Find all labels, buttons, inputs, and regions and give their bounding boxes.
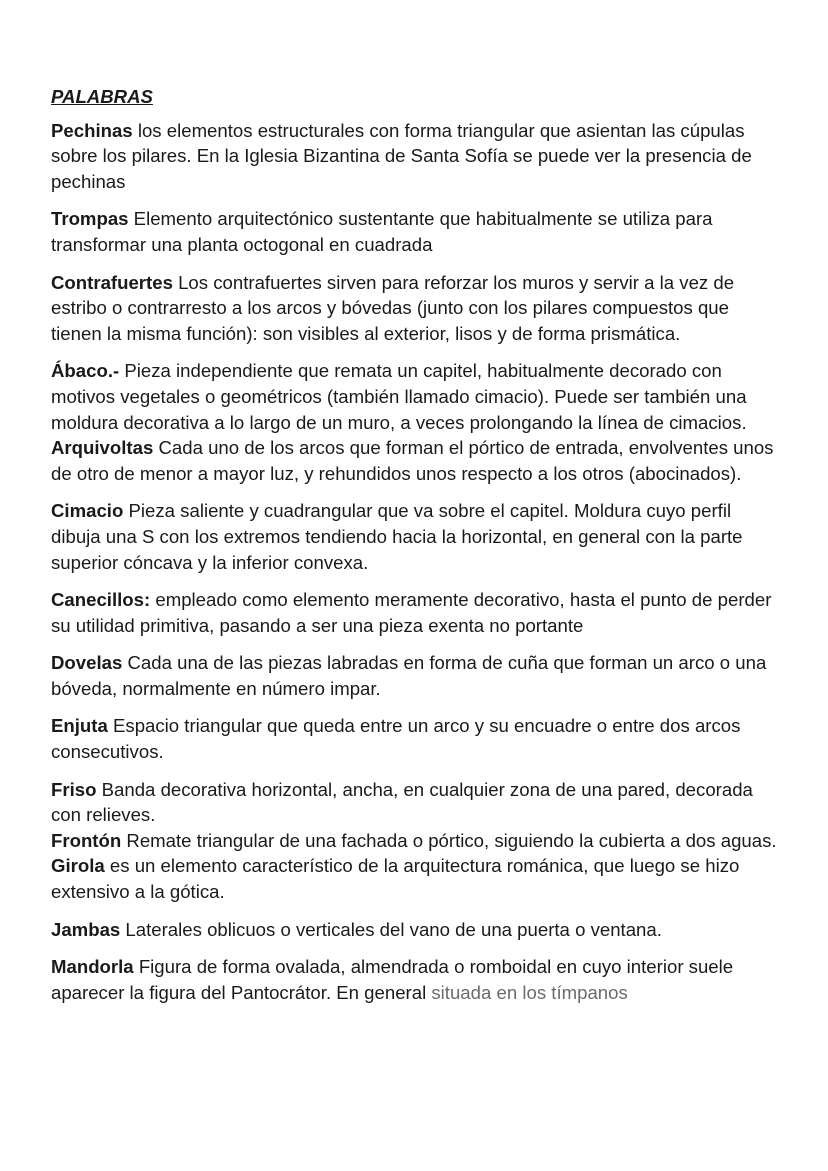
- entry-fronton: [51, 828, 781, 854]
- entry-text: los elementos estructurales con forma triangular que asientan las cúpulas sobre los pilares. En la Iglesia Bizantina de Santa Sofía se puede ver la presencia de pechinas: [51, 119, 752, 192]
- entry-term: Friso: [51, 778, 97, 800]
- entry-term: Ábaco.-: [51, 360, 120, 382]
- entry-text: es un elemento característico de la arquitectura románica, que luego se hizo extensivo a la gótica.: [51, 855, 740, 903]
- entry-canecillos: [51, 587, 781, 638]
- entry-enjuta: [51, 713, 781, 764]
- entry-term: Canecillos:: [51, 589, 151, 611]
- entry-trompas: [51, 206, 781, 257]
- entry-text: Elemento arquitectónico sustentante que habitualmente se utiliza para transformar una planta octogonal en cuadrada: [51, 208, 713, 255]
- entry-friso: [51, 777, 781, 828]
- entry-term: Arquivoltas: [51, 437, 154, 459]
- entry-text: Banda decorativa horizontal, ancha, en cualquier zona de una pared, decorada con relieves.: [51, 778, 753, 826]
- entry-mandorla: [51, 954, 781, 1005]
- entry-text: Pieza independiente que remata un capitel, habitualmente decorado con motivos vegetales o geométricos (también llamado cimacio). Puede ser también una moldura decorativa a lo largo de un muro, a veces prolongando la línea de cimacios.: [51, 360, 747, 433]
- entry-term: Cimacio: [51, 500, 124, 522]
- entry-text: Espacio triangular que queda entre un arco y su encuadre o entre dos arcos consecutivos.: [51, 715, 741, 763]
- entry-term: Enjuta: [51, 715, 108, 737]
- entry-text: Pieza saliente y cuadrangular que va sobre el capitel. Moldura cuyo perfil dibuja una S con los extremos tendiendo hacia la horizontal, en general con la parte superior cóncava y la inferior convexa.: [51, 500, 743, 573]
- entry-dovelas: [51, 650, 781, 701]
- entry-term: Dovelas: [51, 652, 123, 674]
- entry-term: Frontón: [51, 829, 122, 851]
- page-heading: PALABRAS: [51, 86, 153, 107]
- entry-pechinas: [51, 118, 781, 195]
- entry-contrafuertes: [51, 270, 781, 347]
- entry-text: Laterales oblicuos o verticales del vano de una puerta o ventana.: [120, 918, 662, 940]
- entry-term: Girola: [51, 855, 105, 877]
- entry-jambas: [51, 917, 781, 943]
- entry-term: Contrafuertes: [51, 271, 173, 293]
- entry-text: empleado como elemento meramente decorativo, hasta el punto de perder su utilidad primitiva, pasando a ser una pieza exenta no portante: [51, 589, 772, 636]
- entry-text: Cada una de las piezas labradas en forma de cuña que forman un arco o una bóveda, normalmente en número impar.: [51, 652, 767, 699]
- entry-arquivoltas: [51, 435, 781, 486]
- entry-text: Figura de forma ovalada, almendrada o romboidal en cuyo interior suele aparecer la figura del Pantocrátor. En general: [51, 956, 734, 1003]
- entry-text: Remate triangular de una fachada o pórtico, siguiendo la cubierta a dos aguas.: [121, 829, 777, 851]
- entry-term: Pechinas: [51, 119, 133, 141]
- entry-term: Mandorla: [51, 956, 134, 978]
- entry-text: Los contrafuertes sirven para reforzar los muros y servir a la vez de estribo o contrarresto a los arcos y bóvedas (junto con los pilares compuestos que tienen la misma función): son visibles al exterior, lisos y de forma prismática.: [51, 271, 735, 344]
- entry-term: Trompas: [51, 208, 129, 230]
- entry-text: Cada uno de los arcos que forman el pórtico de entrada, envolventes unos de otro de menor a mayor luz, y rehundidos unos respecto a los otros (abocinados).: [51, 437, 774, 484]
- entry-text-faded: situada en los tímpanos: [431, 981, 628, 1003]
- entry-girola: [51, 853, 781, 904]
- entry-abaco: [51, 358, 781, 435]
- entry-term: Jambas: [51, 918, 121, 940]
- entry-cimacio: [51, 498, 781, 575]
- document-page: [51, 84, 781, 1017]
